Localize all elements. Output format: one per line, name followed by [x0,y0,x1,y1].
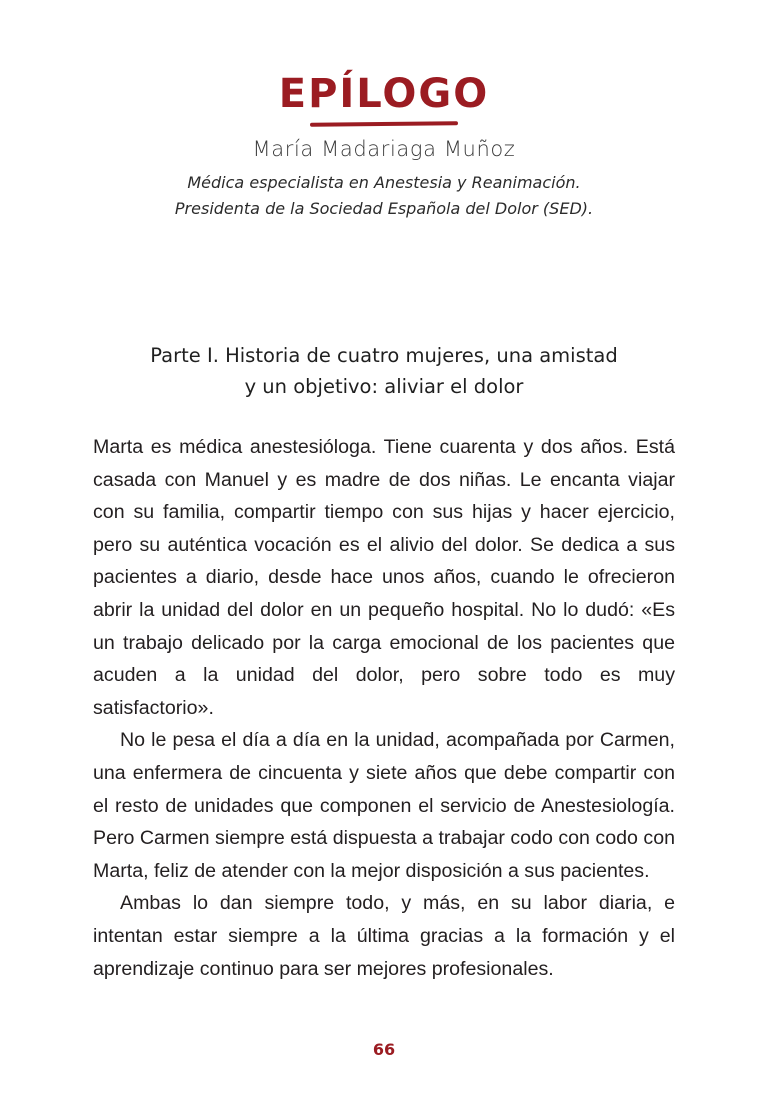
chapter-heading [0,70,768,222]
section-title [0,340,768,402]
section-title-line: y un objetivo: aliviar el dolor [244,375,524,398]
body-text [93,431,675,985]
paragraph: No le pesa el día a día en la unidad, acompañada por Carmen, una enfermera de cincuenta y siete años que debe compartir con el resto de unidades que componen el servicio de Anestesiología. Pero Carmen siempre está dispuesta a trabajar codo con codo con Marta, feliz de atender con la mejor disposición a sus pacientes. [93,729,675,882]
chapter-title: EPÍLOGO [278,71,490,117]
author-affiliation [0,170,768,222]
author-name: María Madariaga Muñoz [252,137,516,161]
page-number: 66 [372,1040,396,1059]
paragraph: Ambas lo dan siempre todo, y más, en su labor diaria, e intentan estar siempre a la última gracias a la formación y el aprendizaje continuo para ser mejores profesionales. [93,892,675,980]
title-underline [310,121,458,127]
affiliation-line: Presidenta de la Sociedad Española del Dolor (SED). [174,199,594,218]
affiliation-line: Médica especialista en Anestesia y Reanimación. [187,173,581,192]
section-title-line: Parte I. Historia de cuatro mujeres, una amistad [150,344,618,367]
paragraph: Marta es médica anestesióloga. Tiene cuarenta y dos años. Está casada con Manuel y es madre de dos niñas. Le encanta viajar con su familia, compartir tiempo con sus hijas y hacer ejercicio, pero su auténtica vocación es el alivio del dolor. Se dedica a sus pacientes a diario, desde hace unos años, cuando le ofrecieron abrir la unidad del dolor en un pequeño hospital. No lo dudó: «Es un trabajo delicado por la carga emocional de los pacientes que acuden a la unidad del dolor, pero sobre todo es muy satisfactorio». [93,436,675,719]
